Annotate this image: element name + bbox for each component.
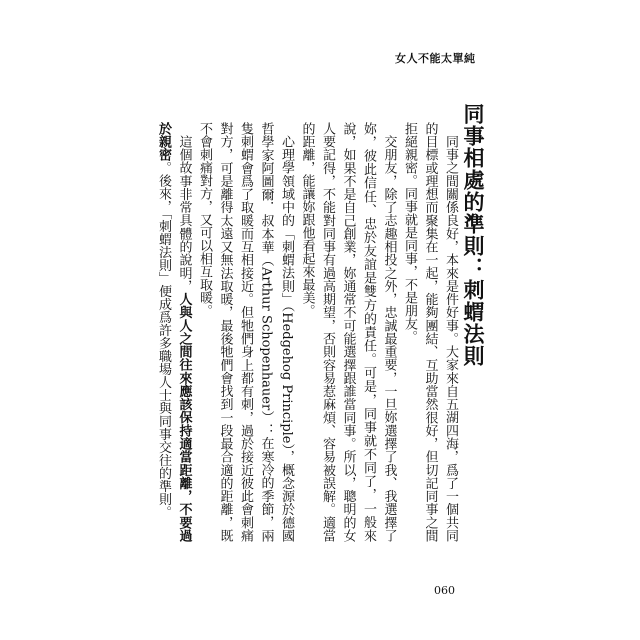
paragraph-1: 同事之間關係良好，本來是件好事。大家來自五湖四海，爲了一個共同的目標或理想而聚集在一起，能夠團結、互助當然很好，但切記同事之間拒絕親密。同事就是同事，不是朋友。 [402,122,458,542]
page-number: 060 [434,584,455,597]
section-title: 同事相處的準則：刺蝟法則 [461,103,486,367]
paragraph-4 [153,122,194,542]
paragraph-4-lead: 這個故事非常具體的說明， [176,135,192,293]
running-header: 女人不能太單純 [395,52,476,65]
paragraph-4-tail: 。後來，「刺蝟法則」便成爲許多職場人士與同事交往的準則。 [156,161,171,519]
paragraph-2: 交朋友，除了志趣相投之外，忠誠最重要，一旦妳選擇了我、我選擇了妳，彼此信任、忠於友誼是雙方的責任。可是，同事就不同了，一般來說，如果不是自己創業，妳通常不可能選擇跟誰當同事。所以，聰明的女人要記得，不能對同事有過高期望，否則容易惹麻煩、容易被誤解。適當的距離，能讓妳跟他看起來最美。 [299,122,397,542]
paragraph-3: 心理學領域中的「刺蝟法則」（Hedgehog Principle），概念源於德國哲學家阿圖爾．叔本華（Arthur Schopenhauer）：在寒冷的季節，兩隻刺蝟會爲了取暖而互相接近。但牠們身上都有刺，過於接近彼此會刺痛對方，可是離得太遠又無法取暖，最後牠們會找到一段最合適的距離，既不會刺痛對方，又可以相互取暖。 [197,122,294,542]
paragraph-4-emphasis: 人與人之間往來應該保持適當距離，不要過於親密 [156,122,192,543]
body-text [156,122,460,543]
